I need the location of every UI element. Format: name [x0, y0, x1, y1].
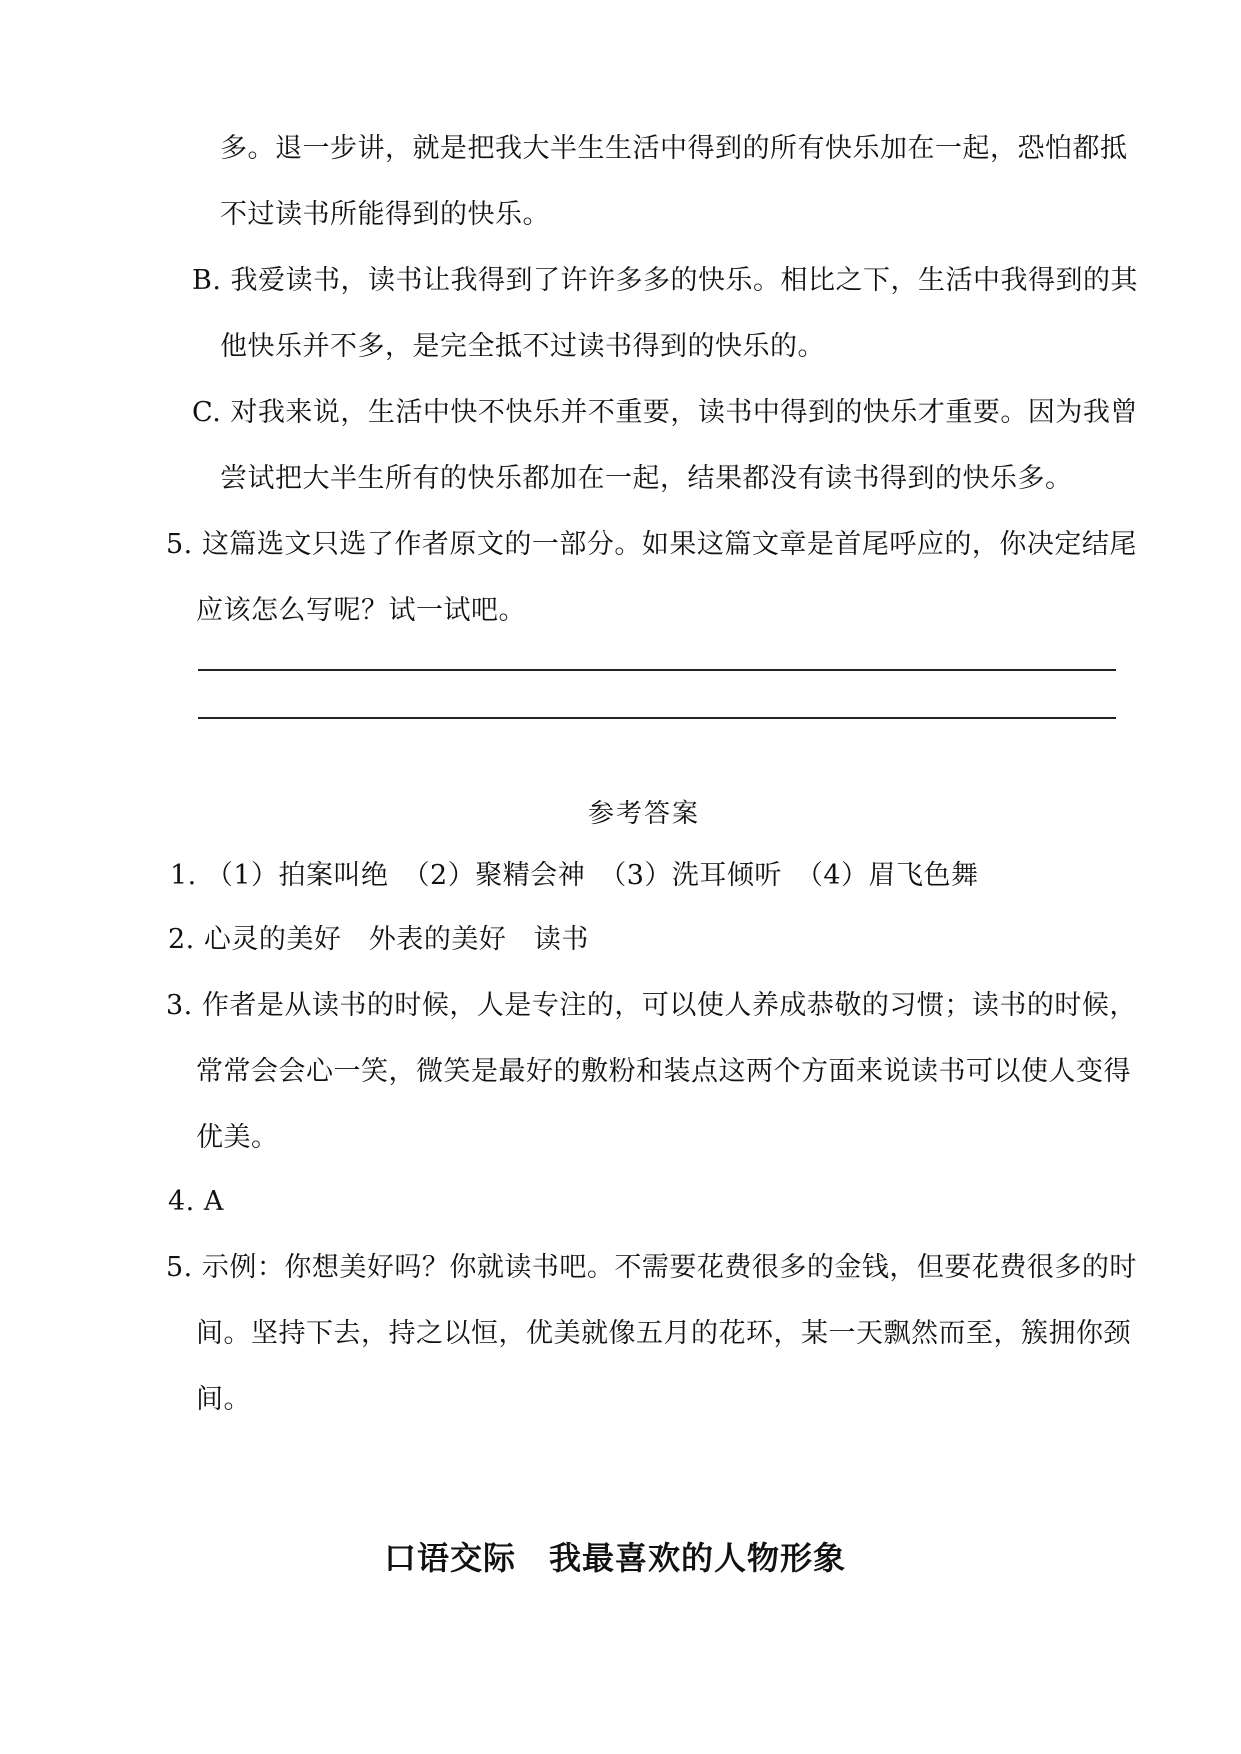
option-b-line-2: 他快乐并不多，是完全抵不过读书得到的快乐的。 [220, 331, 825, 362]
section-title: 口语交际 我最喜欢的人物形象 [384, 1539, 847, 1577]
answer-5-line-3: 间。 [196, 1384, 251, 1415]
option-c-line-1: C. 对我来说，生活中快不快乐并不重要，读书中得到的快乐才重要。因为我曾 [192, 397, 1138, 428]
answer-5-line-1: 5. 示例：你想美好吗？你就读书吧。不需要花费很多的金钱，但要花费很多的时 [166, 1252, 1137, 1283]
option-b-line-1: B. 我爱读书，读书让我得到了许许多多的快乐。相比之下，生活中我得到的其 [192, 265, 1139, 296]
answer-line-1 [198, 669, 1116, 671]
question-5-line-2: 应该怎么写呢？试一试吧。 [196, 595, 526, 626]
answer-4: 4. A [168, 1186, 224, 1217]
answer-3-line-3: 优美。 [196, 1122, 279, 1153]
question-5-line-1: 5. 这篇选文只选了作者原文的一部分。如果这篇文章是首尾呼应的，你决定结尾 [166, 529, 1137, 560]
answer-1: 1. （1）拍案叫绝 （2）聚精会神 （3）洗耳倾听 （4）眉飞色舞 [170, 860, 979, 891]
answer-5-line-2: 间。坚持下去，持之以恒，优美就像五月的花环，某一天飘然而至，簇拥你颈 [196, 1318, 1131, 1349]
option-a-line-2: 不过读书所能得到的快乐。 [220, 199, 550, 230]
answer-3-line-1: 3. 作者是从读书的时候，人是专注的，可以使人养成恭敬的习惯；读书的时候， [166, 990, 1137, 1021]
answer-line-2 [198, 717, 1116, 719]
answer-2: 2. 心灵的美好 外表的美好 读书 [168, 924, 589, 955]
option-a-line-1: 多。退一步讲，就是把我大半生生活中得到的所有快乐加在一起，恐怕都抵 [220, 133, 1128, 164]
answers-heading: 参考答案 [588, 799, 701, 829]
option-c-line-2: 尝试把大半生所有的快乐都加在一起，结果都没有读书得到的快乐多。 [220, 463, 1073, 494]
answer-3-line-2: 常常会会心一笑，微笑是最好的敷粉和装点这两个方面来说读书可以使人变得 [196, 1056, 1131, 1087]
